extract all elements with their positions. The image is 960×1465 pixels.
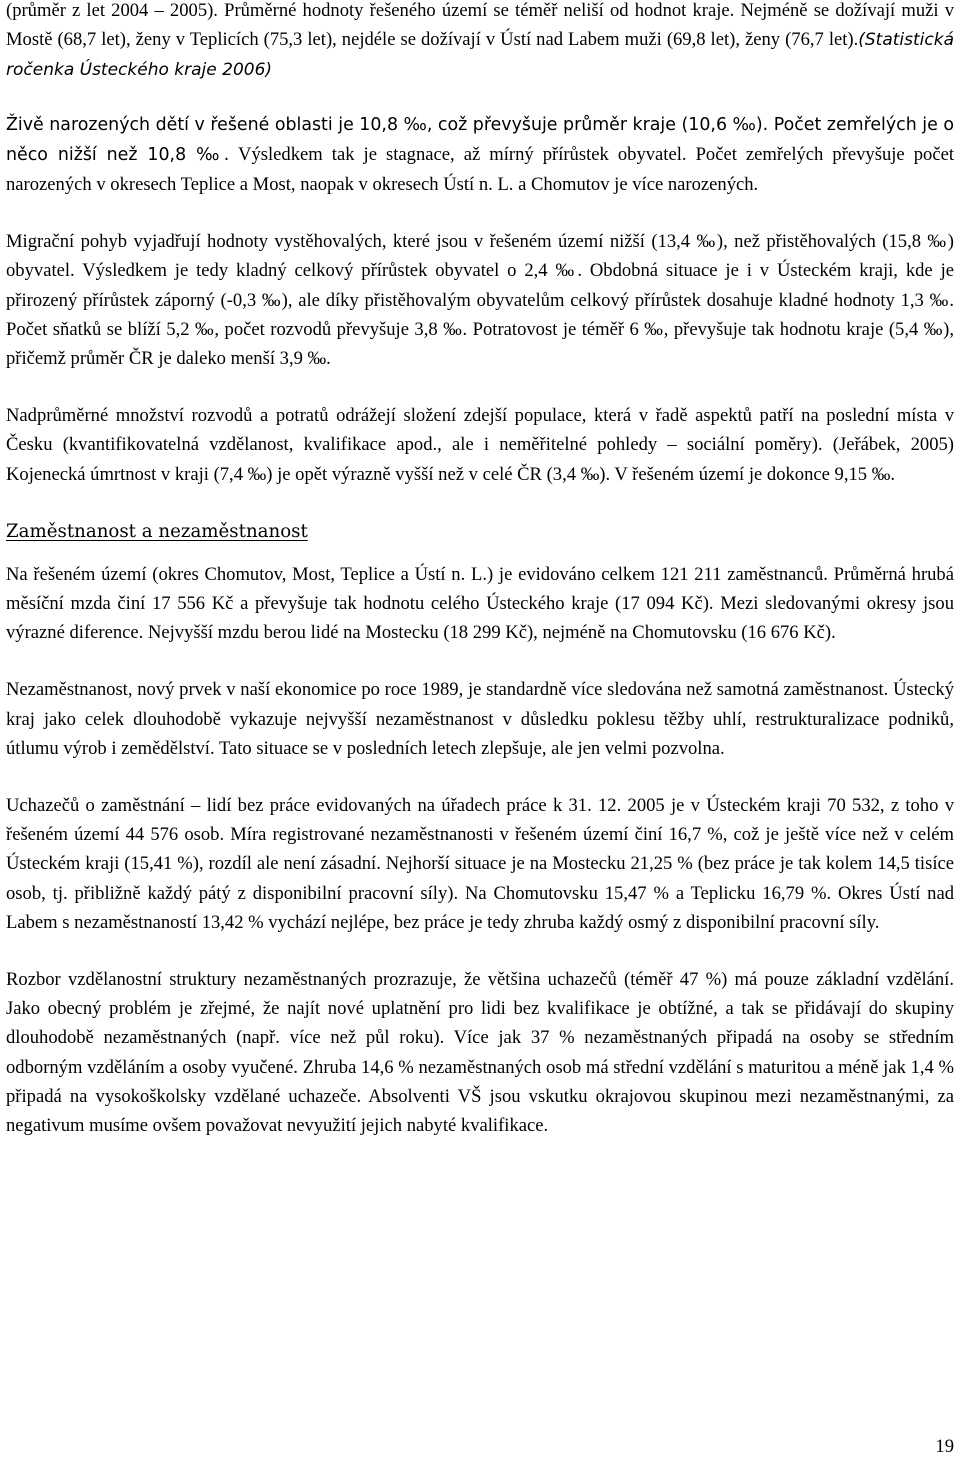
text-sans: Živě narozených dětí v řešené oblasti je 10,8 ‰, což převyšuje průměr kraje (10,6 ‰). Počet zemřelých je o něco nižší než 10,8 ‰. bbox=[6, 114, 954, 165]
paragraph-unemployment-stats: Uchazečů o zaměstnání – lidí bez práce evidovaných na úřadech práce k 31. 12. 2005 je v Ústeckém kraji 70 532, z toho v řešeném území 44 576 osob. Míra registrované nezaměstnanosti v řešeném území činí 16,7 %, což je ještě více než v celém Ústeckém kraji (15,41 %), rozdíl ale není zásadní. Nejhorší situace je na Mostecku 21,25 % (bez práce je tak kolem 14,5 tisíce osob, tj. přibližně každý pátý z disponibilní pracovní síly). Na Chomutovsku 15,47 % a Teplicku 16,79 %. Okres Ústí nad Labem s nezaměstnaností 13,42 % vychází nejlépe, bez práce je tedy zhruba každý osmý z disponibilní pracovní síly. bbox=[6, 795, 954, 933]
paragraph-education: Rozbor vzdělanostní struktury nezaměstnaných prozrazuje, že většina uchazečů (téměř 47 %) má pouze základní vzdělání. Jako obecný problém je zřejmé, že najít nové uplatnění pro lidi bez kvalifikace je obtížné, a tak se přidávají do skupiny dlouhodobě nezaměstnaných (např. více než půl roku). Více jak 37 % nezaměstnaných připadá na osoby se středním odborným vzděláním a osoby vyučené. Zhruba 14,6 % nezaměstnaných osob má střední vzdělání s maturitou a méně jak 1,4 % připadá na vysokoškolsky vzdělané uchazeče. Absolventi VŠ jsou vskutku okrajovou skupinou mezi nezaměstnanými, za negativum musíme ovšem považovat nevyužití jejich nabyté kvalifikace. bbox=[6, 969, 954, 1137]
text: Výsledkem tak je stagnace, až mírný přírůstek obyvatel. Počet zemřelých převyšuje počet narozených v okresech Teplice a Most, naopak v okresech Ústí n. L. a Chomutov je více narozených. bbox=[6, 143, 954, 196]
paragraph-divorces: Nadprůměrné množství rozvodů a potratů odrážejí složení zdejší populace, která v řadě aspektů patří na poslední místa v Česku (kvantifikovatelná vzdělanost, kvalifikace apod., ale i neměřitelné pohledy – sociální poměry). (Jeřábek, 2005) Kojenecká úmrtnost v kraji (7,4 ‰) je opět výrazně vyšší než v celé ČR (3,4 ‰). V řešeném území je dokonce 9,15 ‰. bbox=[6, 405, 954, 485]
citation: (Statistická ročenka Ústeckého kraje 2006) bbox=[6, 30, 954, 81]
paragraph-unemployment-intro: Nezaměstnanost, nový prvek v naší ekonomice po roce 1989, je standardně více sledována než samotná zaměstnanost. Ústecký kraj jako celek dlouhodobě vykazuje nejvyšší nezaměstnanost v důsledku poklesu těžby uhlí, restrukturalizace podniků, útlumu výrob i zemědělství. Tato situace se v posledních letech zlepšuje, ale jen velmi pozvolna. bbox=[6, 679, 954, 759]
paragraph-migration: Migrační pohyb vyjadřují hodnoty vystěhovalých, které jsou v řešeném území nižší (13,4 ‰), než přistěhovalých (15,8 ‰) obyvatel. Výsledkem je tedy kladný celkový přírůstek obyvatel o 2,4 ‰. Obdobná situace je i v Ústeckém kraji, kde je přirozený přírůstek záporný (-0,3 ‰), ale díky přistěhovalým obyvatelům celkový přírůstek dosahuje kladné hodnoty 1,3 ‰. Počet sňatků se blíží 5,2 ‰, počet rozvodů převyšuje 3,8 ‰. Potratovost je téměř 6 ‰, převyšuje tak hodnotu kraje (5,4 ‰), přičemž průměr ČR je daleko menší 3,9 ‰. bbox=[6, 231, 954, 370]
paragraph-employment: Na řešeném území (okres Chomutov, Most, Teplice a Ústí n. L.) je evidováno celkem 121 211 zaměstnanců. Průměrná hrubá měsíční mzda činí 17 556 Kč a převyšuje tak hodnotu celého Ústeckého kraje (17 094 Kč). Mezi sledovanými okresy jsou výrazné diference. Nejvyšší mzdu berou lidé na Mostecku (18 299 Kč), nejméně na Chomutovsku (16 676 Kč). bbox=[6, 563, 954, 644]
section-heading: Zaměstnanost a nezaměstnanost bbox=[6, 520, 308, 542]
document-page bbox=[6, 0, 954, 1140]
page-number: 19 bbox=[935, 1436, 954, 1457]
paragraph-life-expectancy bbox=[6, 0, 954, 86]
paragraph-births bbox=[6, 110, 954, 200]
text: (průměr z let 2004 – 2005). Průměrné hodnoty řešeného území se téměř neliší od hodnot kraje. Nejméně se dožívají muži v Mostě (68,7 let), ženy v Teplicích (75,3 let), nejdéle se dožívají v Ústí nad Labem muži (69,8 let), ženy (76,7 let). bbox=[6, 0, 954, 51]
